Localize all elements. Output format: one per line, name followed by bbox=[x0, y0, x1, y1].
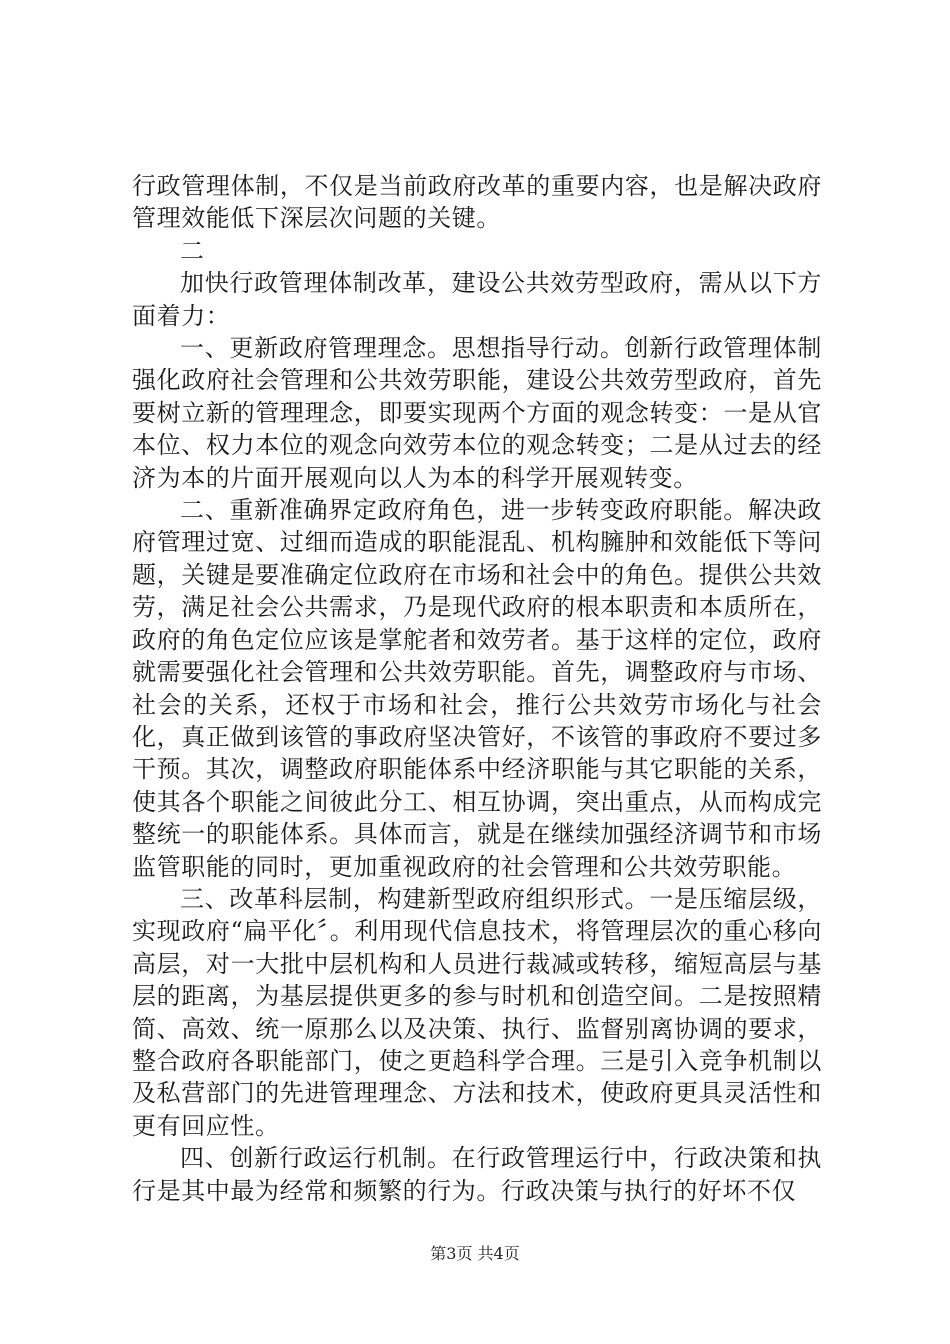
paragraph-point-two: 二、重新准确界定政府角色，进一步转变政府职能。解决政府管理过宽、过细而造成的职能混乱、机构臃肿和效能低下等问题，关键是要准确定位政府在市场和社会中的角色。提供公共效劳，满足社会公共需求，乃是现代政府的根本职责和本质所在，政府的角色定位应该是掌舵者和效劳者。基于这样的定位，政府就需要强化社会管理和公共效劳职能。首先，调整政府与市场、社会的关系，还权于市场和社会，推行公共效劳市场化与社会化，真正做到该管的事政府坚决管好，不该管的事政府不要过多干预。其次，调整政府职能体系中经济职能与其它职能的关系，使其各个职能之间彼此分工、相互协调，突出重点，从而构成完整统一的职能体系。具体而言，就是在继续加强经济调节和市场监管职能的同时，更加重视政府的社会管理和公共效劳职能。 bbox=[132, 496, 822, 881]
document-body bbox=[132, 170, 822, 1207]
page-footer bbox=[0, 1244, 950, 1264]
paragraph-point-one: 一、更新政府管理理念。思想指导行动。创新行政管理体制强化政府社会管理和公共效劳职能，建设公共效劳型政府，首先要树立新的管理理念，即要实现两个方面的观念转变：一是从官本位、权力本位的观念向效劳本位的观念转变；二是从过去的经济为本的片面开展观向以人为本的科学开展观转变。 bbox=[132, 334, 822, 492]
page-number-label: 第3页 共4页 bbox=[430, 1244, 520, 1263]
paragraph-point-three: 三、改革科层制，构建新型政府组织形式。一是压缩层级，实现政府“扁平化〞。利用现代信息技术，将管理层次的重心移向高层，对一大批中层机构和人员进行裁减或转移，缩短高层与基层的距离，为基层提供更多的参与时机和创造空间。二是按照精简、高效、统一原那么以及决策、执行、监督别离协调的要求，整合政府各职能部门，使之更趋科学合理。三是引入竞争机制以及私营部门的先进管理理念、方法和技术，使政府更具灵活性和更有回应性。 bbox=[132, 884, 822, 1140]
section-number: 二 bbox=[180, 236, 205, 265]
paragraph-continuation: 行政管理体制，不仅是当前政府改革的重要内容，也是解决政府管理效能低下深层次问题的关键。 bbox=[132, 172, 822, 233]
paragraph-intro: 加快行政管理体制改革，建设公共效劳型政府，需从以下方面着力： bbox=[132, 269, 822, 330]
paragraph-point-four: 四、创新行政运行机制。在行政管理运行中，行政决策和执行是其中最为经常和频繁的行为。行政决策与执行的好坏不仅 bbox=[132, 1144, 822, 1205]
